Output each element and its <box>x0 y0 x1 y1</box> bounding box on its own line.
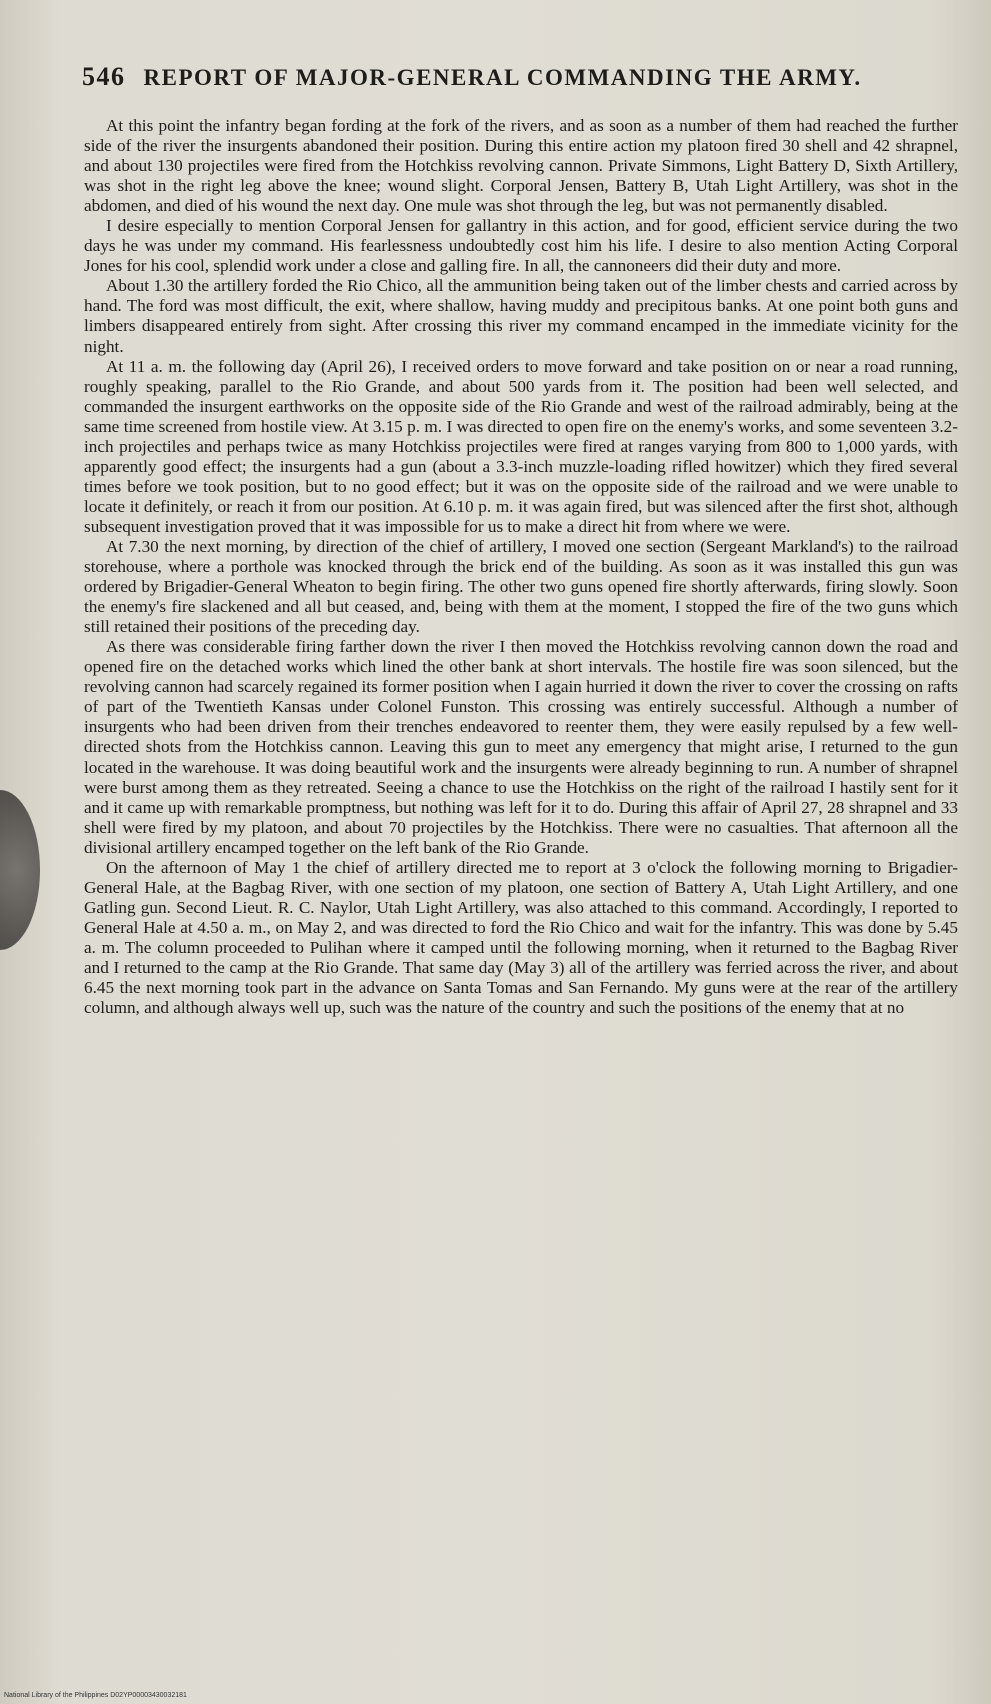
paragraph-2: I desire especially to mention Corporal Jensen for gallantry in this action, and for good, efficient service during the two days he was under my command. His fearlessness undoubtedly cost him his life. I desire to also mention Acting Corporal Jones for his cool, splendid work under a close and galling fire. In all, the cannoneers did their duty and more. <box>84 216 958 276</box>
page-number: 546 <box>82 62 126 91</box>
archive-footer: National Library of the Philippines D02YP00003430032181 <box>4 1692 187 1699</box>
paragraph-6: As there was considerable firing farther down the river I then moved the Hotchkiss revolving cannon down the road and opened fire on the detached works which lined the other bank at short intervals. The hostile fire was soon silenced, but the revolving cannon had scarcely regained its former position when I again hurried it down the river to cover the crossing on rafts of part of the Twentieth Kansas under Colonel Funston. This crossing was entirely successful. Although a number of insurgents who had been driven from their trenches endeavored to reenter them, they were easily repulsed by a few well-directed shots from the Hotchkiss cannon. Leaving this gun to meet any emergency that might arise, I returned to the gun located in the warehouse. It was doing beautiful work and the insurgents were already beginning to run. A number of shrapnel were burst among them as they retreated. Seeing a chance to use the Hotchkiss on the right of the railroad I hastily sent for it and it came up with remarkable promptness, but nothing was left for it to do. During this affair of April 27, 28 shrapnel and 33 shell were fired by my platoon, and about 70 projectiles by the Hotchkiss. There were no casualties. That afternoon all the divisional artillery encamped together on the left bank of the Rio Grande. <box>84 637 958 857</box>
paragraph-7: On the afternoon of May 1 the chief of artillery directed me to report at 3 o'clock the following morning to Brigadier-General Hale, at the Bagbag River, with one section of my platoon, one section of Battery A, Utah Light Artillery, and one Gatling gun. Second Lieut. R. C. Naylor, Utah Light Artillery, was also attached to this command. Accordingly, I reported to General Hale at 4.50 a. m., on May 2, and was directed to ford the Rio Chico and wait for the infantry. This was done by 5.45 a. m. The column proceeded to Pulihan where it camped until the following morning, when it returned to the Bagbag River and I returned to the camp at the Rio Grande. That same day (May 3) all of the artillery was ferried across the river, and about 6.45 the next morning took part in the advance on Santa Tomas and San Fernando. My guns were at the rear of the artillery column, and although always well up, such was the nature of the country and such the positions of the enemy that at no <box>84 857 958 1018</box>
running-title: REPORT OF MAJOR-GENERAL COMMANDING THE ARMY. <box>143 65 862 90</box>
paragraph-5: At 7.30 the next morning, by direction of the chief of artillery, I moved one section (Sergeant Markland's) to the railroad storehouse, where a porthole was knocked through the brick end of the building. As soon as it was installed this gun was ordered by Brigadier-General Wheaton to begin firing. The other two guns opened fire shortly afterwards, firing slowly. Soon the enemy's fire slackened and all but ceased, and, being with them at the moment, I stopped the fire of the two guns which still retained their positions of the preceding day. <box>84 536 958 637</box>
paragraph-1: At this point the infantry began fording at the fork of the rivers, and as soon as a number of them had reached the further side of the river the insurgents abandoned their position. During this entire action my platoon fired 30 shell and 42 shrapnel, and about 130 projectiles were fired from the Hotchkiss revolving cannon. Private Simmons, Light Battery D, Sixth Artillery, was shot in the right leg above the knee; wound slight. Corporal Jensen, Battery B, Utah Light Artillery, was shot in the abdomen, and died of his wound the next day. One mule was shot through the leg, but was not permanently disabled. <box>84 116 958 216</box>
thumb-shadow <box>0 790 40 950</box>
paragraph-4: At 11 a. m. the following day (April 26), I received orders to move forward and take position on or near a road running, roughly speaking, parallel to the Rio Grande, and about 500 yards from it. The position had been well selected, and commanded the insurgent earthworks on the opposite side of the Rio Grande and west of the railroad admirably, being at the same time screened from hostile view. At 3.15 p. m. I was directed to open fire on the enemy's works, and some seventeen 3.2-inch projectiles and perhaps twice as many Hotchkiss projectiles were fired at ranges varying from 800 to 1,000 yards, with apparently good effect; the insurgents had a gun (about a 3.3-inch muzzle-loading rifled howitzer) which they fired several times before we took position, but to no good effect; but it was on the opposite side of the railroad and we were unable to locate it definitely, or reach it from our position. At 6.10 p. m. it was again fired, but was silenced after the first shot, although subsequent investigation proved that it was impossible for us to make a direct hit from where we were. <box>84 356 958 536</box>
paragraph-3: About 1.30 the artillery forded the Rio Chico, all the ammunition being taken out of the limber chests and carried across by hand. The ford was most difficult, the exit, where shallow, having muddy and precipitous banks. At one point both guns and limbers disappeared entirely from sight. After crossing this river my command encamped in the immediate vicinity for the night. <box>84 276 958 356</box>
report-body <box>84 116 958 1018</box>
running-header <box>82 62 922 92</box>
